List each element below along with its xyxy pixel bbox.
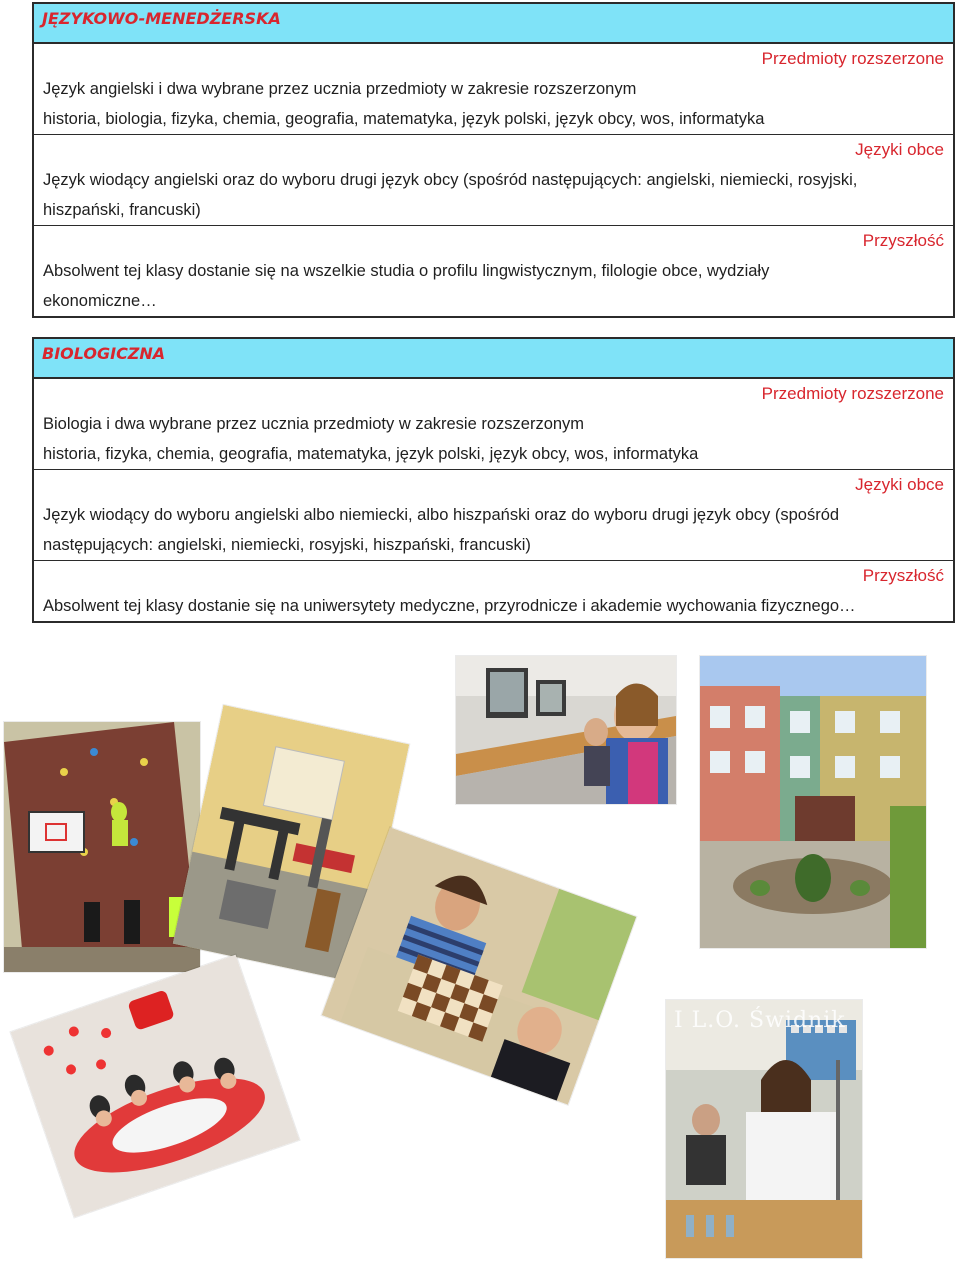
photo-radio-studio (11, 955, 300, 1218)
photo-school-building (700, 656, 926, 948)
subjects-list: historia, biologia, fizyka, chemia, geografia, matematyka, język polski, język obcy, wos, informatyka (43, 110, 765, 128)
photo-watermark: I L.O. Świdnik (674, 1008, 846, 1033)
languages-text: Język wiodący angielski oraz do wyboru drugi język obcy (spośród następujących: angielski, niemiecki, rosyjski, (43, 171, 858, 189)
class-profile-jezykowo-menedzerska (32, 2, 955, 318)
future-text: Absolwent tej klasy dostanie się na uniwersytety medyczne, przyrodnicze i akademie wychowania fizycznego… (43, 597, 856, 615)
class-profile-biologiczna (32, 337, 955, 623)
subjects-block (34, 379, 953, 470)
future-text: Absolwent tej klasy dostanie się na wszelkie studia o profilu lingwistycznym, filologie obce, wydziały (43, 262, 770, 280)
languages-label: Języki obce (855, 140, 944, 159)
subjects-text: Język angielski i dwa wybrane przez ucznia przedmioty w zakresie rozszerzonym (43, 80, 637, 98)
subjects-text: Biologia i dwa wybrane przez ucznia przedmioty w zakresie rozszerzonym (43, 415, 585, 433)
future-block (34, 226, 953, 316)
future-label: Przyszłość (862, 231, 944, 250)
section-title: JĘZYKOWO-MENEDŻERSKA (34, 4, 953, 44)
future-label: Przyszłość (862, 566, 944, 585)
photo-climbing-wall (4, 722, 200, 972)
subjects-block (34, 44, 953, 135)
future-block (34, 561, 953, 621)
languages-label: Języki obce (855, 475, 944, 494)
photo-computer-lab (456, 656, 676, 804)
subjects-label: Przedmioty rozszerzone (761, 49, 944, 68)
subjects-list: historia, fizyka, chemia, geografia, matematyka, język polski, język obcy, wos, informatyka (43, 445, 699, 463)
languages-block (34, 135, 953, 226)
section-title: BIOLOGICZNA (34, 339, 953, 379)
subjects-label: Przedmioty rozszerzone (761, 384, 944, 403)
languages-text-cont: hiszpański, francuski) (43, 201, 201, 219)
future-text-cont: ekonomiczne… (43, 292, 157, 310)
photo-chemistry-lab (666, 1000, 862, 1258)
languages-text: Język wiodący do wyboru angielski albo niemiecki, albo hiszpański oraz do wyboru drugi język obcy (spośród (43, 506, 840, 524)
languages-text-cont: następujących: angielski, niemiecki, rosyjski, hiszpański, francuski) (43, 536, 531, 554)
languages-block (34, 470, 953, 561)
